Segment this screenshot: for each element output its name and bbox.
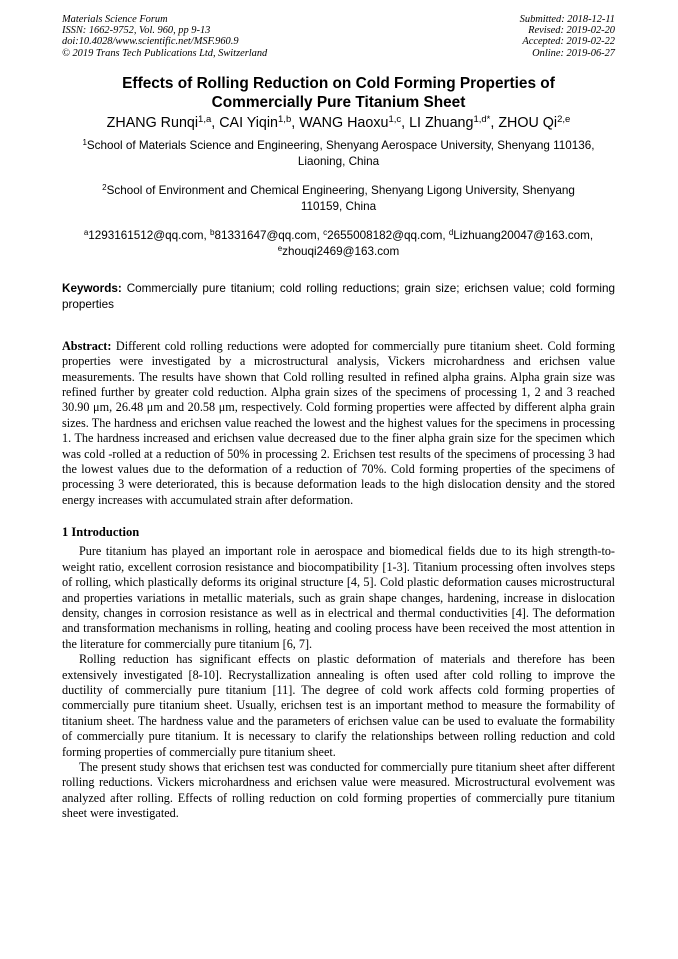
email-link[interactable]: Lizhuang20047@163.com,: [453, 228, 594, 242]
email-link[interactable]: 2655008182@qq.com,: [327, 228, 449, 242]
revised-date: Revised: 2019-02-20: [528, 25, 615, 37]
paper-title-line-1: Effects of Rolling Reduction on Cold Forming Properties of: [122, 74, 555, 92]
author: WANG Haoxu$^{1,c}$,: [299, 113, 410, 131]
paper-title-line-2: Commercially Pure Titanium Sheet: [211, 93, 466, 111]
paragraph: Rolling reduction has significant effects on plastic deformation of materials and therefore has been extensively investigated [8-10]. Recrystallization annealing is often used after cold rolling to improve the ductility of commercially pure titanium [11]. The degree of cold work affects cold forming properties of commercially pure titanium sheet. Usually, erichsen test is an important method to measure the formability of titanium sheet. The hardness value and the parameters of erichsen value can be used to evaluate the formability of commercially pure titanium. It is necessary to clarify the relationships between rolling reduction and cold forming properties of commercially pure titanium sheet.: [62, 652, 615, 759]
section-heading: 1 Introduction: [62, 525, 140, 540]
affiliation-2: $^2$School of Environment and Chemical Engineering, Shenyang Ligong University, Shenyang 110159, China: [102, 182, 575, 214]
author-list: [62, 114, 615, 132]
email-link[interactable]: zhouqi2469@163.com: [282, 245, 400, 259]
keywords: [62, 281, 615, 313]
keywords-text: Commercially pure titanium; cold rolling reductions; grain size; erichsen value; cold forming properties: [62, 281, 615, 311]
journal-name: Materials Science Forum: [62, 14, 168, 25]
author: LI Zhuang$^{1,d*}$,: [409, 113, 499, 131]
paper-title: [62, 74, 615, 112]
journal-doi: doi:10.4028/www.scientific.net/MSF.960.9: [62, 36, 239, 48]
paragraph: Pure titanium has played an important role in aerospace and biomedical fields due to its high strength-to-weight ratio, excellent corrosion resistance and biocompatibility [1-3]. Titanium processing often involves steps of rolling, which plastically deforms its original structure [4, 5]. Cold plastic deformation causes microstructural and properties variations in metallic materials, such as grain shape changes, hardening, increase in dislocation density, changes in corrosion resistance as well as in electrical and thermal conductivities [4]. The deformation and transformation mechanisms in rolling, heating and cooling process have been received the most attention in the literature for commercially pure titanium [6, 7].: [62, 544, 615, 651]
author: CAI Yiqin$^{1,b}$,: [219, 113, 300, 131]
email-link[interactable]: 1293161512@qq.com,: [88, 228, 210, 242]
paragraph: The present study shows that erichsen test was conducted for commercially pure titanium sheet after different rolling reductions. Vickers microhardness and erichsen value were measured. Microstructural evolvement was analyzed after rolling. Effects of rolling reduction on cold forming properties of commercially pure titanium sheet were investigated.: [62, 759, 615, 821]
email-link[interactable]: 81331647@qq.com,: [214, 228, 324, 242]
journal-header: [62, 14, 615, 59]
publication-dates: [520, 14, 615, 59]
journal-copyright: © 2019 Trans Tech Publications Ltd, Switzerland: [62, 47, 268, 59]
abstract-label: Abstract:: [62, 338, 112, 353]
author: ZHANG Runqi$^{1,a}$,: [106, 113, 220, 131]
keywords-label: Keywords:: [62, 281, 122, 295]
author-emails: $^a$1293161512@qq.com, $^b$81331647@qq.com, $^c$2655008182@qq.com, $^d$Lizhuang20047@163.com, $^e$zhouqi2469@163.com: [83, 227, 594, 259]
journal-info: [62, 14, 267, 59]
accepted-date: Accepted: 2019-02-22: [522, 36, 615, 48]
affiliation-1: $^1$School of Materials Science and Engineering, Shenyang Aerospace University, Shenyang 110136, Liaoning, China: [82, 137, 595, 169]
paper-page: [62, 14, 615, 822]
online-date: Online: 2019-06-27: [532, 47, 615, 59]
journal-issn: ISSN: 1662-9752, Vol. 960, pp 9-13: [62, 25, 211, 37]
submitted-date: Submitted: 2018-12-11: [519, 14, 615, 25]
author: ZHOU Qi$^{2,e}$: [498, 113, 571, 131]
abstract: [62, 339, 615, 508]
abstract-text: Different cold rolling reductions were adopted for commercially pure titanium sheet. Cold forming properties were investigated by a microstructural analysis, Vickers microhardness and erichsen value measurements. The results have shown that Cold rolling resulted in refined alpha grains. Alpha grain size was refined further by greater cold reduction. Alpha grain sizes of the specimens of processing 1, 2 and 3 reached 30.90 μm, 26.48 μm and 20.58 μm, respectively. Cold forming properties were affected by different alpha grain sizes. The hardness and erichsen value reached the lowest and the highest values for the specimens in processing 1. The hardness increased and erichsen value decreased due to the finer alpha grain size for the specimen which was cold -rolled at a reduction of 50% in processing 2. Erichsen test results of the specimens of processing 3 had the lowest values due to the deformation of a reduction of 70%. Cold forming properties of the specimens of processing 3 were deteriorated, this is because deformation leads to the high dislocation density and the stored energy increases with accumulated strain after deformation.: [62, 338, 615, 507]
